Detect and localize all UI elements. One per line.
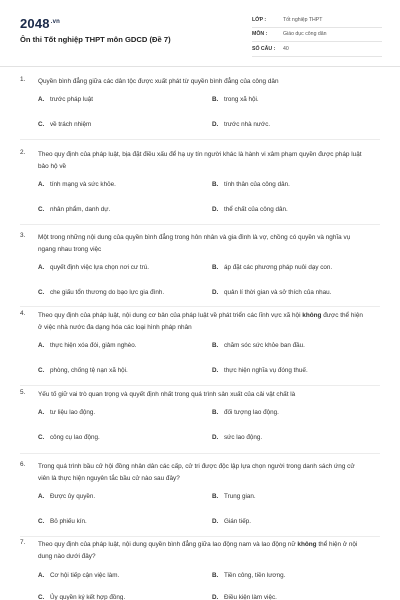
option-letter: D. bbox=[212, 594, 219, 600]
option-text: Điều kiện làm việc. bbox=[224, 594, 277, 600]
meta-row-subject bbox=[252, 28, 382, 43]
site-logo[interactable] bbox=[20, 16, 60, 31]
option-text: Ủy quyền ký kết hợp đồng. bbox=[50, 594, 126, 600]
option-text: Trung gian. bbox=[224, 493, 256, 500]
option-letter: C. bbox=[38, 434, 45, 441]
option-text: Tiền công, tiền lương. bbox=[224, 572, 286, 579]
meta-label: LỚP : bbox=[252, 16, 267, 23]
question-text-part: được thể hiện ở việc nhà nước đa dạng hóa các loại hình pháp nhân bbox=[38, 312, 363, 331]
meta-row-count bbox=[252, 42, 382, 57]
option-letter: C. bbox=[38, 206, 45, 213]
option-d[interactable] bbox=[212, 367, 308, 374]
meta-value: Tốt nghiệp THPT bbox=[283, 16, 323, 23]
option-text: che giấu tổn thương do bạo lực gia đình. bbox=[50, 289, 165, 296]
option-text: Được ủy quyền. bbox=[50, 493, 96, 500]
option-letter: A. bbox=[38, 264, 45, 271]
option-d[interactable] bbox=[212, 289, 331, 296]
option-text: Cơ hội tiếp cận việc làm. bbox=[50, 572, 120, 579]
option-letter: B. bbox=[212, 572, 219, 579]
option-a[interactable] bbox=[38, 264, 149, 271]
option-text: phòng, chống tệ nạn xã hội. bbox=[50, 367, 128, 374]
question-number: 4. bbox=[20, 310, 26, 317]
question-text: Trong quá trình bầu cử hội đồng nhân dân các cấp, cử tri được độc lập lựa chọn người trong danh sách ứng cử viên là thực hiện nguyên tắc bầu cử nào sau đây? bbox=[38, 463, 355, 482]
option-letter: A. bbox=[38, 181, 45, 188]
option-b[interactable] bbox=[212, 264, 332, 271]
question-divider bbox=[20, 536, 380, 537]
option-a[interactable] bbox=[38, 342, 136, 349]
option-letter: D. bbox=[212, 434, 219, 441]
question-text: Theo quy định của pháp luật, bịa đặt điều xấu để hạ uy tín người khác là hành vi xâm phạm quyền được pháp luật bảo hộ về bbox=[38, 151, 362, 170]
option-d[interactable] bbox=[212, 518, 251, 525]
option-b[interactable] bbox=[212, 342, 305, 349]
option-letter: C. bbox=[38, 518, 45, 525]
option-letter: D. bbox=[212, 121, 219, 128]
question-text-part: Theo quy định của pháp luật, nội dung quyền bình đẳng giữa lao động nam và lao động nữ bbox=[38, 541, 298, 548]
option-c[interactable] bbox=[38, 518, 87, 525]
option-a[interactable] bbox=[38, 572, 119, 579]
option-text: trước pháp luật bbox=[50, 96, 93, 103]
option-letter: B. bbox=[212, 264, 219, 271]
option-letter: A. bbox=[38, 342, 45, 349]
question-number: 1. bbox=[20, 76, 26, 83]
option-text: Bỏ phiếu kín. bbox=[50, 518, 87, 525]
question-text: Quyền bình đẳng giữa các dân tộc được xuất phát từ quyền bình đẳng của công dân bbox=[38, 78, 279, 85]
option-letter: B. bbox=[212, 181, 219, 188]
option-letter: B. bbox=[212, 96, 219, 103]
option-a[interactable] bbox=[38, 409, 95, 416]
option-letter: A. bbox=[38, 493, 45, 500]
option-text: sức lao động. bbox=[224, 434, 263, 441]
meta-value: 40 bbox=[283, 45, 289, 52]
meta-value: Giáo dục công dân bbox=[283, 31, 327, 38]
logo-text: 2048 bbox=[20, 16, 50, 31]
question-text bbox=[38, 539, 364, 563]
question-number: 5. bbox=[20, 389, 26, 396]
question-divider bbox=[20, 224, 380, 225]
option-text: trước nhà nước. bbox=[224, 121, 271, 128]
option-letter: C. bbox=[38, 594, 45, 600]
option-text: quản lí thời gian và sở thích của nhau. bbox=[224, 289, 332, 296]
meta-label: MÔN : bbox=[252, 31, 268, 38]
option-text: trong xã hội. bbox=[224, 96, 259, 103]
option-c[interactable] bbox=[38, 367, 128, 374]
option-text: thực hiện xóa đói, giảm nghèo. bbox=[50, 342, 137, 349]
question-divider bbox=[20, 306, 380, 307]
question-emphasis: không bbox=[302, 312, 322, 319]
option-letter: B. bbox=[212, 493, 219, 500]
option-b[interactable] bbox=[212, 409, 279, 416]
question-number: 6. bbox=[20, 461, 26, 468]
option-text: Gián tiếp. bbox=[224, 518, 251, 525]
option-text: công cụ lao động. bbox=[50, 434, 100, 441]
option-a[interactable] bbox=[38, 493, 95, 500]
option-c[interactable] bbox=[38, 121, 91, 128]
option-letter: D. bbox=[212, 367, 219, 374]
option-text: về trách nhiệm bbox=[50, 121, 92, 128]
option-d[interactable] bbox=[212, 121, 270, 128]
option-letter: D. bbox=[212, 289, 219, 296]
option-b[interactable] bbox=[212, 181, 290, 188]
option-d[interactable] bbox=[212, 434, 262, 441]
question-emphasis: không bbox=[297, 541, 317, 548]
page-title: Ôn thi Tốt nghiệp THPT môn GDCD (Đề 7) bbox=[20, 35, 171, 44]
option-letter: D. bbox=[212, 518, 219, 525]
option-c[interactable] bbox=[38, 289, 164, 296]
option-text: đối tượng lao động. bbox=[224, 409, 279, 416]
option-letter: A. bbox=[38, 409, 45, 416]
option-text: tính thân của công dân. bbox=[224, 181, 290, 188]
option-letter: C. bbox=[38, 289, 45, 296]
question-text-part: Theo quy định của pháp luật, nội dung cơ bản của pháp luật về phát triển các lĩnh vực xã hội bbox=[38, 312, 303, 319]
option-letter: B. bbox=[212, 409, 219, 416]
option-b[interactable] bbox=[212, 493, 256, 500]
question-divider bbox=[20, 453, 380, 454]
option-text: thực hiện nghĩa vụ đóng thuế. bbox=[224, 367, 308, 374]
question-number: 3. bbox=[20, 232, 26, 239]
option-d[interactable] bbox=[212, 206, 288, 213]
option-letter: A. bbox=[38, 572, 45, 579]
option-text: chăm sóc sức khỏe ban đầu. bbox=[224, 342, 305, 349]
question-text: Một trong những nội dung của quyền bình đẳng trong hôn nhân và gia đình là vợ, chồng có quyền và nghĩa vụ ngang nhau trong việc bbox=[38, 234, 351, 253]
option-text: áp đặt các phương pháp nuôi dạy con. bbox=[224, 264, 333, 271]
option-text: tính mạng và sức khỏe. bbox=[50, 181, 116, 188]
option-c[interactable] bbox=[38, 594, 125, 600]
option-b[interactable] bbox=[212, 96, 259, 103]
question-text bbox=[38, 310, 364, 334]
option-letter: D. bbox=[212, 206, 219, 213]
option-d[interactable] bbox=[212, 594, 277, 600]
logo-suffix: .vn bbox=[50, 19, 61, 25]
option-letter: C. bbox=[38, 121, 45, 128]
option-letter: B. bbox=[212, 342, 219, 349]
option-text: nhân phẩm, danh dự. bbox=[50, 206, 111, 213]
header bbox=[0, 0, 400, 66]
option-a[interactable] bbox=[38, 96, 93, 103]
question-divider bbox=[20, 385, 380, 386]
option-a[interactable] bbox=[38, 181, 116, 188]
option-c[interactable] bbox=[38, 206, 110, 213]
option-text: quyết định việc lựa chọn nơi cư trú. bbox=[50, 264, 150, 271]
header-divider bbox=[0, 66, 400, 67]
option-text: tư liệu lao động. bbox=[50, 409, 96, 416]
meta-label: SỐ CÂU : bbox=[252, 45, 276, 52]
meta-row-class bbox=[252, 13, 382, 28]
question-text: Yếu tố giữ vai trò quan trọng và quyết định nhất trong quá trình sản xuất của cải vật chất là bbox=[38, 391, 296, 398]
option-letter: C. bbox=[38, 367, 45, 374]
option-text: thể chất của công dân. bbox=[224, 206, 288, 213]
question-text-part: thể hiện ở nội dung nào dưới đây? bbox=[38, 541, 358, 560]
exam-meta bbox=[252, 13, 382, 57]
option-b[interactable] bbox=[212, 572, 285, 579]
question-number: 2. bbox=[20, 149, 26, 156]
question-number: 7. bbox=[20, 539, 26, 546]
option-c[interactable] bbox=[38, 434, 100, 441]
question-divider bbox=[20, 139, 380, 140]
option-letter: A. bbox=[38, 96, 45, 103]
